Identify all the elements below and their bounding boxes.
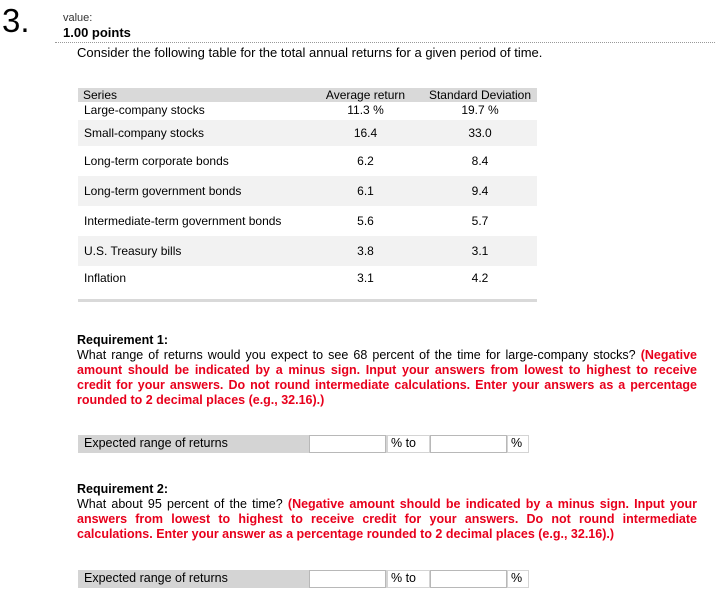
to-separator: % to [388,436,429,452]
average-return: 6.1 [308,176,423,206]
series-name: Small-company stocks [78,120,308,146]
standard-deviation: 8.4 [471,154,489,168]
question-number: 3. [2,2,30,39]
standard-deviation: 4.2 [471,271,489,285]
req1-high-input[interactable] [430,435,507,453]
req2-high-input[interactable] [430,570,507,588]
answer-row-1 [78,435,529,453]
to-separator: % to [388,571,429,587]
series-name: Long-term corporate bonds [84,154,229,168]
table-row [78,176,537,206]
average-return: 6.2 [357,154,374,168]
series-name: Intermediate-term government bonds [84,214,282,228]
standard-deviation: 5.7 [471,214,489,228]
requirement-1 [77,333,697,408]
header-series: Series [78,88,308,102]
requirement-2-title: Requirement 2: [77,482,168,496]
value-label: value: [63,12,93,24]
average-return: 5.6 [357,214,374,228]
table-row [78,266,537,290]
table-row [78,146,537,176]
question-intro: Consider the following table for the total annual returns for a given period of time. [77,45,543,60]
average-return: 16.4 [308,120,423,146]
requirement-1-text [77,348,697,408]
separator-line [55,42,715,43]
requirement-1-title: Requirement 1: [77,333,168,347]
series-name: Long-term government bonds [78,176,308,206]
table-bottom-border [78,299,537,302]
req2-low-input[interactable] [309,570,386,588]
answer-label: Expected range of returns [84,436,228,450]
table-header-row [78,88,537,102]
table-row [78,120,537,146]
average-return: 3.8 [308,236,423,266]
table-row [78,206,537,236]
requirement-2-instructions: (Negative amount should be indicated by a minus sign. Input your answers from lowest to highest to receive credit for your answers. Do not round intermediate calculations. Enter your answer as a percentage rounded to 2 decimal places (e.g., 32.16).) [77,497,697,541]
table-row [78,102,537,120]
standard-deviation: 19.7 % [461,103,499,117]
points-value: 1.00 points [63,25,131,40]
table-row [78,236,537,266]
requirement-2-question: What about 95 percent of the time? [77,497,283,511]
percent-unit: % [508,436,528,452]
standard-deviation: 33.0 [423,120,537,146]
header-average-return: Average return [308,88,423,102]
percent-unit: % [508,571,528,587]
req1-low-input[interactable] [309,435,386,453]
answer-label: Expected range of returns [84,571,228,585]
header-standard-deviation: Standard Deviation [423,88,537,102]
requirement-1-question: What range of returns would you expect to see 68 percent of the time for large-company stocks? [77,348,636,362]
average-return: 11.3 % [347,103,384,117]
series-name: Large-company stocks [84,103,205,117]
requirement-2-text [77,497,697,542]
series-name: U.S. Treasury bills [78,236,308,266]
requirement-1-instructions: (Negative amount should be indicated by a minus sign. Input your answers from lowest to highest to receive credit for your answers. Do not round intermediate calculations. Enter your answers as a percentage rounded to 2 decimal places (e.g., 32.16).) [77,348,697,407]
standard-deviation: 3.1 [423,236,537,266]
answer-row-2 [78,570,529,588]
average-return: 3.1 [357,271,374,285]
series-name: Inflation [84,271,127,285]
returns-table [78,88,537,290]
standard-deviation: 9.4 [423,176,537,206]
requirement-2 [77,482,697,542]
